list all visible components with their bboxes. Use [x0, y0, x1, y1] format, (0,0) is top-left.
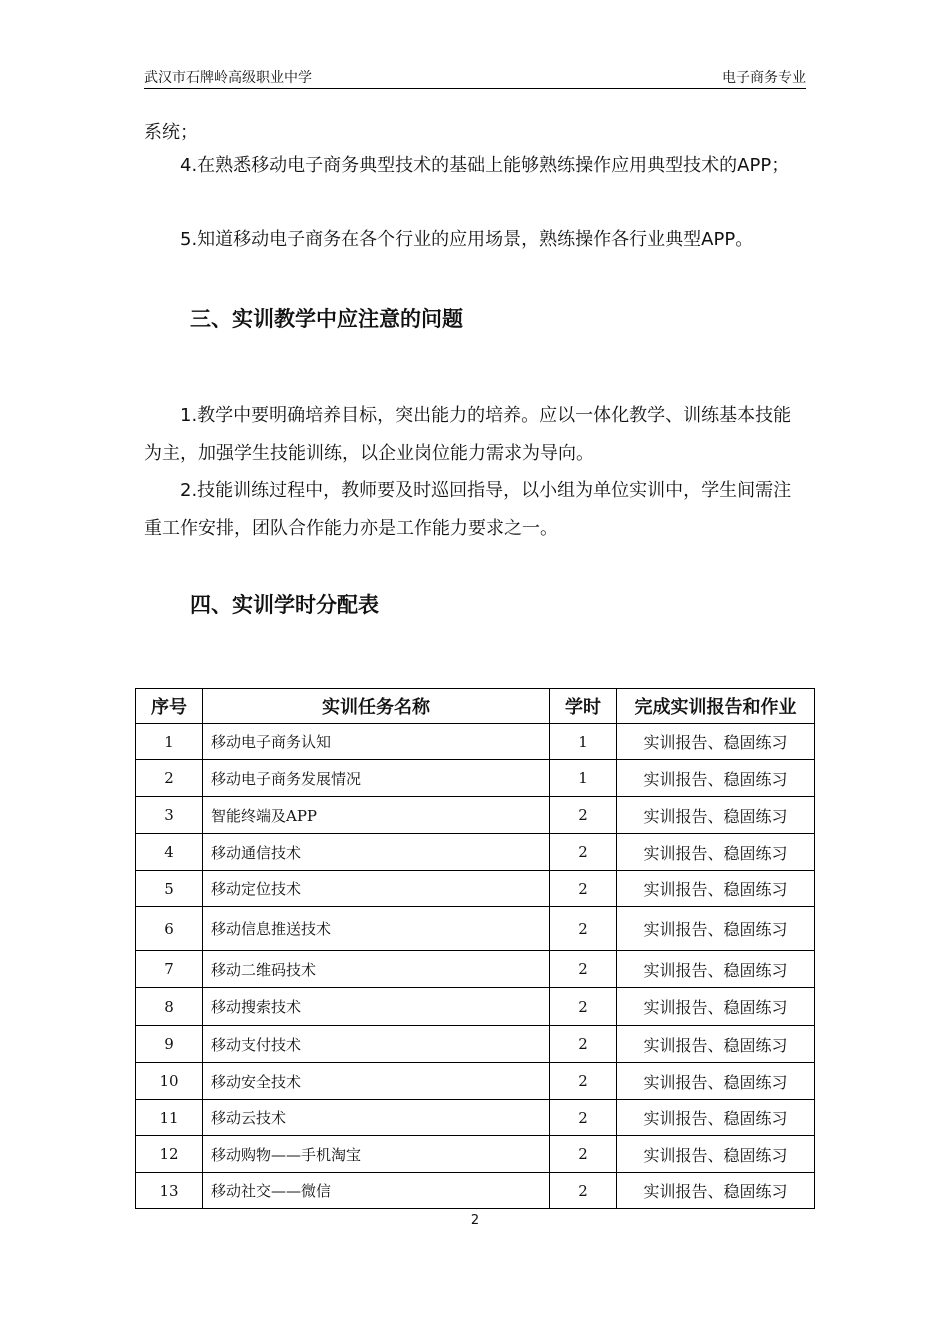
cell-hours: 2: [550, 951, 617, 988]
header-name: 实训任务名称: [203, 689, 550, 724]
table-row: [136, 1136, 815, 1173]
table-row: [136, 1100, 815, 1136]
cell-hours: 2: [550, 1026, 617, 1063]
paragraph-item-5: 5.知道移动电子商务在各个行业的应用场景，熟练操作各行业典型APP。: [180, 229, 754, 250]
paragraph-teaching-1: 1.教学中要明确培养目标，突出能力的培养。应以一体化教学、训练基本技能为主，加强学生技能训练，以企业岗位能力需求为导向。: [144, 405, 792, 464]
cell-no: 1: [136, 724, 203, 760]
school-name: 武汉市石牌岭高级职业中学: [144, 70, 312, 86]
table-row: [136, 988, 815, 1026]
cell-output: 实训报告、稳固练习: [617, 724, 815, 760]
cell-task-name: 移动社交——微信: [203, 1173, 550, 1209]
cell-task-name: 移动支付技术: [203, 1026, 550, 1063]
cell-no: 5: [136, 871, 203, 907]
table-row: [136, 951, 815, 988]
cell-hours: 1: [550, 760, 617, 797]
cell-no: 4: [136, 834, 203, 871]
cell-no: 8: [136, 988, 203, 1026]
cell-output: 实训报告、稳固练习: [617, 834, 815, 871]
cell-hours: 2: [550, 871, 617, 907]
header-no: 序号: [136, 689, 203, 724]
table-header-row: [136, 689, 815, 724]
cell-output: 实训报告、稳固练习: [617, 1100, 815, 1136]
table-row: [136, 871, 815, 907]
paragraph-teaching-2: 2.技能训练过程中，教师要及时巡回指导，以小组为单位实训中，学生间需注重工作安排，团队合作能力亦是工作能力要求之一。: [144, 480, 792, 539]
cell-task-name: 移动安全技术: [203, 1063, 550, 1100]
cell-output: 实训报告、稳固练习: [617, 988, 815, 1026]
cell-output: 实训报告、稳固练习: [617, 871, 815, 907]
cell-task-name: 智能终端及APP: [203, 797, 550, 834]
hours-table: [135, 688, 815, 1209]
cell-output: 实训报告、稳固练习: [617, 1173, 815, 1209]
page-number: 2: [470, 1213, 480, 1228]
cell-task-name: 移动信息推送技术: [203, 907, 550, 951]
table-row: [136, 834, 815, 871]
cell-output: 实训报告、稳固练习: [617, 951, 815, 988]
cell-hours: 2: [550, 797, 617, 834]
cell-task-name: 移动云技术: [203, 1100, 550, 1136]
cell-no: 11: [136, 1100, 203, 1136]
table-row: [136, 1063, 815, 1100]
cell-output: 实训报告、稳固练习: [617, 1026, 815, 1063]
cell-hours: 1: [550, 724, 617, 760]
cell-no: 6: [136, 907, 203, 951]
section-heading-4: 四、实训学时分配表: [190, 593, 379, 617]
table-row: [136, 907, 815, 951]
paragraph-item-4: 4.在熟悉移动电子商务典型技术的基础上能够熟练操作应用典型技术的APP；: [180, 155, 790, 176]
cell-no: 2: [136, 760, 203, 797]
cell-hours: 2: [550, 1063, 617, 1100]
cell-task-name: 移动搜索技术: [203, 988, 550, 1026]
section-heading-3: 三、实训教学中应注意的问题: [190, 307, 463, 331]
cell-no: 10: [136, 1063, 203, 1100]
cell-task-name: 移动电子商务发展情况: [203, 760, 550, 797]
cell-no: 12: [136, 1136, 203, 1173]
cell-task-name: 移动定位技术: [203, 871, 550, 907]
cell-no: 3: [136, 797, 203, 834]
cell-hours: 2: [550, 1173, 617, 1209]
major-name: 电子商务专业: [722, 70, 806, 86]
cell-output: 实训报告、稳固练习: [617, 907, 815, 951]
cell-hours: 2: [550, 988, 617, 1026]
table-body: [136, 724, 815, 1209]
cell-hours: 2: [550, 1100, 617, 1136]
cell-task-name: 移动通信技术: [203, 834, 550, 871]
paragraph-system: 系统；: [144, 122, 198, 143]
header-output: 完成实训报告和作业: [617, 689, 815, 724]
cell-no: 13: [136, 1173, 203, 1209]
cell-output: 实训报告、稳固练习: [617, 1136, 815, 1173]
cell-hours: 2: [550, 907, 617, 951]
cell-no: 7: [136, 951, 203, 988]
table-row: [136, 724, 815, 760]
page-header: [144, 64, 806, 89]
table-row: [136, 797, 815, 834]
cell-output: 实训报告、稳固练习: [617, 760, 815, 797]
cell-task-name: 移动电子商务认知: [203, 724, 550, 760]
cell-no: 9: [136, 1026, 203, 1063]
cell-task-name: 移动二维码技术: [203, 951, 550, 988]
table-row: [136, 760, 815, 797]
cell-hours: 2: [550, 834, 617, 871]
cell-output: 实训报告、稳固练习: [617, 1063, 815, 1100]
cell-output: 实训报告、稳固练习: [617, 797, 815, 834]
table-row: [136, 1173, 815, 1209]
cell-task-name: 移动购物——手机淘宝: [203, 1136, 550, 1173]
header-hours: 学时: [550, 689, 617, 724]
table-row: [136, 1026, 815, 1063]
cell-hours: 2: [550, 1136, 617, 1173]
